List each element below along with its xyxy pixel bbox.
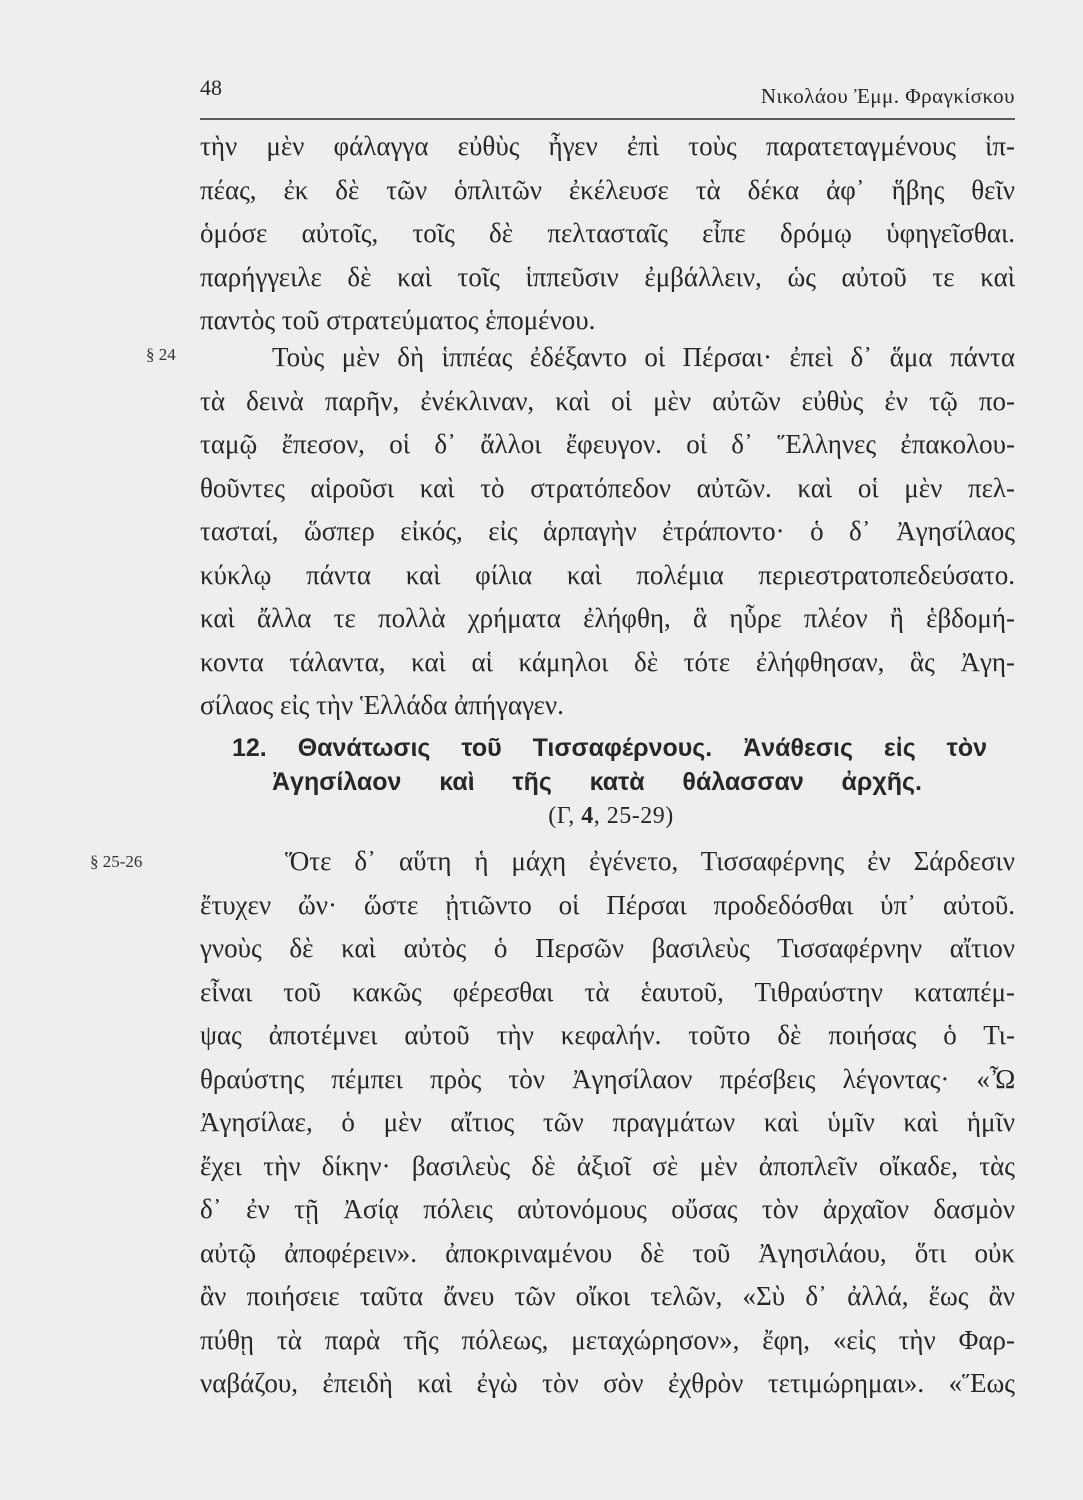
page-number: 48 [200,75,222,100]
text-line: σίλαος εἰς τὴν Ἑλλάδα ἀπήγαγεν. [200,690,564,720]
text-line: ταμῷ ἔπεσον, οἱ δ᾿ ἄλλοι ἔφευγον. οἱ δ᾿ Ἕλληνες ἐπακολου- [200,429,1015,459]
text-line: παρήγγειλε δὲ καὶ τοῖς ἱππεῦσιν ἐμβάλλειν, ὡς αὐτοῦ τε καὶ [200,261,1015,292]
citation-book-number: 4 [581,803,594,829]
section-title-line-2: Ἀγησίλαον καὶ τῆς κατὰ θάλασσαν ἀρχῆς. [272,768,922,796]
header-rule [200,118,1015,120]
text-line: ἔχει τὴν δίκην· βασιλεὺς δὲ ἀξιοῖ σὲ μὲν ἀποπλεῖν οἴκαδε, τὰς [200,1150,1015,1181]
text-line: αὐτῷ ἀποφέρειν». ἀποκριναμένου δὲ τοῦ Ἀγησιλάου, ὅτι οὐκ [200,1237,1015,1268]
text-line: ἔτυχεν ὤν· ὥστε ᾐτιῶντο οἱ Πέρσαι προδεδόσθαι ὑπ᾿ αὐτοῦ. [200,889,1015,920]
text-line: ναβάζου, ἐπειδὴ καὶ ἐγὼ τὸν σὸν ἐχθρὸν τετιμώρημαι». «Ἕως [200,1368,1015,1398]
citation-suffix: , 25-29) [593,803,674,829]
text-line: τὴν μὲν φάλαγγα εὐθὺς ἦγεν ἐπὶ τοὺς παρατεταγμένους ἱπ- [200,131,1015,161]
text-line: Τοὺς μὲν δὴ ἱππέας ἐδέξαντο οἱ Πέρσαι· ἐπεὶ δ᾿ ἅμα πάντα [272,342,1015,372]
text-line: πύθῃ τὰ παρὰ τῆς πόλεως, μεταχώρησον», ἔφη, «εἰς τὴν Φαρ- [200,1324,1015,1355]
text-line: τὰ δεινὰ παρῆν, ἐνέκλιναν, καὶ οἱ μὲν αὐτῶν εὐθὺς ἐν τῷ πο- [200,385,1015,416]
citation-prefix: (Γ, [548,803,582,829]
text-line: κύκλῳ πάντα καὶ φίλια καὶ πολέμια περιεστρατοπεδεύσατο. [200,559,1015,590]
text-line: γνοὺς δὲ καὶ αὐτὸς ὁ Περσῶν βασιλεὺς Τισσαφέρνην αἴτιον [200,933,1015,963]
text-line: δ᾿ ἐν τῇ Ἀσίᾳ πόλεις αὐτονόμους οὔσας τὸν ἀρχαῖον δασμὸν [200,1194,1015,1224]
paragraph-2 [200,336,1015,728]
text-line: ψας ἀποτέμνει αὐτοῦ τὴν κεφαλήν. τοῦτο δὲ ποιήσας ὁ Τι- [200,1020,1015,1050]
text-line: πέας, ἐκ δὲ τῶν ὁπλιτῶν ἐκέλευσε τὰ δέκα ἀφ᾿ ἥβης θεῖν [200,174,1015,205]
text-line: Ἀγησίλαε, ὁ μὲν αἴτιος τῶν πραγμάτων καὶ ὑμῖν καὶ ἡμῖν [200,1107,1015,1137]
text-line: Ὅτε δ᾿ αὕτη ἡ μάχη ἐγένετο, Τισσαφέρνης ἐν Σάρδεσιν [285,846,1015,876]
text-line: ὁμόσε αὐτοῖς, τοῖς δὲ πελτασταῖς εἶπε δρόμῳ ὑφηγεῖσθαι. [200,218,1015,248]
text-line: κοντα τάλαντα, καὶ αἱ κάμηλοι δὲ τότε ἐλήφθησαν, ἃς Ἀγη- [200,646,1015,677]
text-line: θοῦντες αἱροῦσι καὶ τὸ στρατόπεδον αὐτῶν. καὶ οἱ μὲν πελ- [200,472,1015,503]
text-line: καὶ ἄλλα τε πολλὰ χρήματα ἐλήφθη, ἃ ηὗρε πλέον ἢ ἑβδομή- [200,603,1015,633]
paragraph-1 [200,125,1015,343]
section-title-line-1: 12. Θανάτωσις τοῦ Τισσαφέρνους. Ἀνάθεσις εἰς τὸν [232,734,987,762]
text-line: θραύστης πέμπει πρὸς τὸν Ἀγησίλαον πρέσβεις λέγοντας· «Ὦ [200,1063,1015,1094]
paragraph-3 [200,840,1015,1406]
text-line: τασταί, ὥσπερ εἰκός, εἰς ἁρπαγὴν ἐτράποντο· ὁ δ᾿ Ἀγησίλαος [200,516,1015,546]
section-citation [511,800,711,832]
margin-note-section-24: § 24 [146,345,176,364]
text-line: εἶναι τοῦ κακῶς φέρεσθαι τὰ ἑαυτοῦ, Τιθραύστην καταπέμ- [200,976,1015,1007]
text-line: παντὸς τοῦ στρατεύματος ἑπομένου. [200,305,596,335]
running-head: Νικολάου Ἐμμ. Φραγκίσκου [760,84,1015,108]
text-line: ἂν ποιήσειε ταῦτα ἄνευ τῶν οἴκοι τελῶν, «Σὺ δ᾿ ἀλλά, ἕως ἂν [200,1281,1015,1311]
margin-note-section-25-26: § 25-26 [90,852,143,871]
